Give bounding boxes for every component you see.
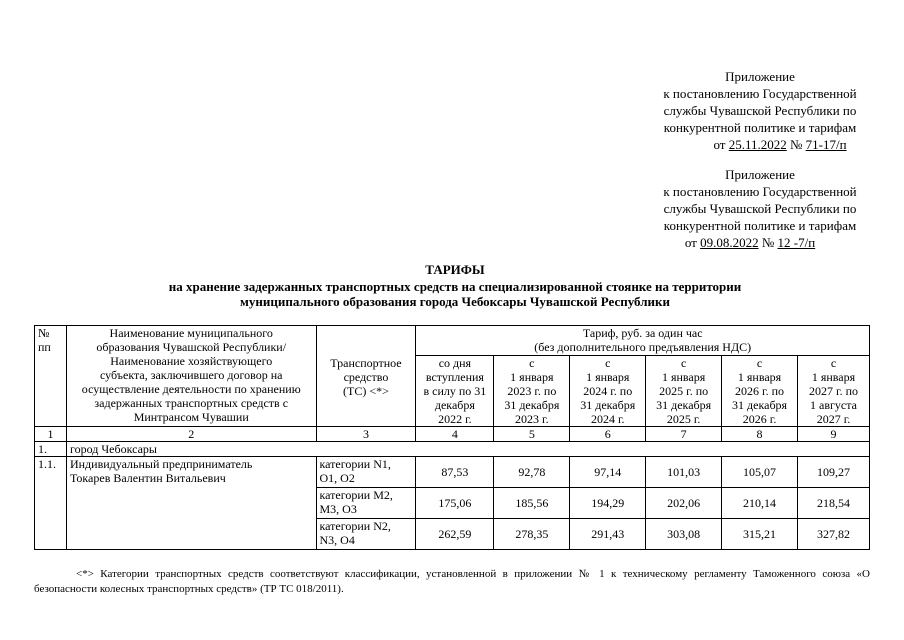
vehicle-category	[316, 519, 416, 550]
header-name-l6: задержанных транспортных средств с	[94, 396, 289, 410]
section-num: 1.	[35, 442, 67, 457]
appendix-2-ref	[650, 234, 870, 251]
tariff-value: 278,35	[494, 519, 570, 550]
header-row-1	[35, 326, 870, 356]
col-number: 8	[722, 427, 798, 442]
appendix-2-line-2: к постановлению Государственной	[663, 184, 857, 199]
period-5-l4: 31 декабря	[732, 398, 788, 412]
period-6-l4: 1 августа	[810, 398, 857, 412]
title-main: ТАРИФЫ	[425, 262, 485, 277]
tariff-value: 97,14	[570, 457, 646, 488]
header-name-l2: образования Чувашской Республики/	[96, 340, 287, 354]
tariffs-table	[34, 325, 870, 550]
period-header	[798, 356, 870, 427]
period-header	[646, 356, 722, 427]
header-name-l7: Минтрансом Чувашии	[133, 410, 249, 424]
column-number-row	[35, 427, 870, 442]
period-3-l1: с	[605, 356, 611, 370]
table-row	[35, 457, 870, 488]
period-2-l5: 2023 г.	[515, 412, 549, 426]
tariff-value: 105,07	[722, 457, 798, 488]
entry-num: 1.1.	[35, 457, 67, 550]
vehicle-category	[316, 488, 416, 519]
header-tariff-l2: (без дополнительного предъявления НДС)	[534, 340, 752, 354]
appendix-1-line-1: Приложение	[725, 69, 795, 84]
period-4-l4: 31 декабря	[656, 398, 712, 412]
tariff-value: 327,82	[798, 519, 870, 550]
tariff-value: 87,53	[416, 457, 494, 488]
tariff-value: 262,59	[416, 519, 494, 550]
appendix-2-num-label: №	[761, 235, 775, 250]
appendix-block-1	[650, 68, 870, 153]
period-3-l2: 1 января	[586, 370, 630, 384]
entry-name-l1: Индивидуальный предприниматель	[69, 457, 253, 471]
period-2-l1: с	[529, 356, 535, 370]
appendix-2-line-4: конкурентной политике и тарифам	[663, 218, 857, 233]
period-6-l3: 2027 г. по	[809, 384, 858, 398]
appendix-block-2	[650, 166, 870, 251]
header-vehicle-l1: Транспортное	[330, 356, 402, 370]
period-4-l1: с	[680, 356, 687, 370]
col-number: 9	[798, 427, 870, 442]
col-number: 1	[35, 427, 67, 442]
period-4-l2: 1 января	[661, 370, 706, 384]
category-l2: O1, O2	[319, 471, 355, 485]
period-header	[570, 356, 646, 427]
header-vehicle	[316, 326, 416, 427]
appendix-1-line-4: конкурентной политике и тарифам	[663, 120, 857, 135]
appendix-1-from: от	[713, 137, 726, 152]
footnote: <*> Категории транспортных средств соответствуют классификации, установленной в приложении № 1 к техническому регламенту Таможенного союза «О безопасности колесных транспортных средств» (ТР ТС 018/2011).	[34, 568, 870, 595]
period-2-l3: 2023 г. по	[507, 384, 557, 398]
period-6-l1: с	[830, 356, 837, 370]
appendix-2-number: 12 -7/п	[777, 235, 816, 250]
section-row	[35, 442, 870, 457]
col-number: 4	[416, 427, 494, 442]
period-5-l1: с	[756, 356, 763, 370]
appendix-1-line-2: к постановлению Государственной	[663, 86, 857, 101]
period-5-l5: 2026 г.	[742, 412, 777, 426]
period-6-l2: 1 января	[811, 370, 856, 384]
appendix-2-date: 09.08.2022	[700, 235, 759, 250]
col-number: 6	[570, 427, 646, 442]
tariff-value: 218,54	[798, 488, 870, 519]
period-4-l5: 2025 г.	[666, 412, 701, 426]
appendix-2-line-3: службы Чувашской Республики по	[663, 201, 857, 216]
tariff-value: 202,06	[646, 488, 722, 519]
appendix-1-date: 25.11.2022	[728, 137, 787, 152]
appendix-1-line-3: службы Чувашской Республики по	[663, 103, 857, 118]
header-name-l3: Наименование хозяйствующего	[110, 354, 273, 368]
period-1-l5: 2022 г.	[438, 412, 472, 426]
tariff-value: 109,27	[798, 457, 870, 488]
period-1-l3: в силу по 31	[423, 384, 487, 398]
appendix-2-from: от	[684, 235, 697, 250]
tariff-value: 92,78	[494, 457, 570, 488]
period-6-l5: 2027 г.	[816, 412, 851, 426]
appendix-1-num-label: №	[789, 137, 803, 152]
header-tariff	[416, 326, 870, 356]
period-3-l4: 31 декабря	[580, 398, 636, 412]
header-name	[66, 326, 316, 427]
header-tariff-l1: Тариф, руб. за один час	[582, 326, 703, 340]
period-2-l4: 31 декабря	[504, 398, 560, 412]
period-header	[722, 356, 798, 427]
title-line-2: на хранение задержанных транспортных средств на специализированной стоянке на территории	[168, 279, 742, 294]
appendix-1-ref	[650, 136, 870, 153]
header-num-l2: пп	[38, 340, 51, 354]
period-header	[416, 356, 494, 427]
col-number: 7	[646, 427, 722, 442]
tariff-value: 303,08	[646, 519, 722, 550]
section-name: город Чебоксары	[66, 442, 869, 457]
header-name-l4: субъекта, заключившего договор на	[99, 368, 283, 382]
tariff-value: 185,56	[494, 488, 570, 519]
header-vehicle-l2: средство	[343, 370, 389, 384]
category-l1: категории N2,	[319, 519, 391, 533]
tariff-value: 315,21	[722, 519, 798, 550]
period-2-l2: 1 января	[510, 370, 554, 384]
category-l2: M3, O3	[319, 502, 357, 516]
vehicle-category	[316, 457, 416, 488]
period-5-l3: 2026 г. по	[735, 384, 785, 398]
tariff-value: 210,14	[722, 488, 798, 519]
appendix-1-number: 71-17/п	[805, 137, 847, 152]
period-header	[494, 356, 570, 427]
col-number: 5	[494, 427, 570, 442]
period-3-l5: 2024 г.	[590, 412, 625, 426]
category-l2: N3, O4	[319, 533, 355, 547]
entry-name	[66, 457, 316, 550]
col-number: 2	[66, 427, 316, 442]
period-1-l2: вступления	[425, 370, 484, 384]
entry-name-l2: Токарев Валентин Витальевич	[69, 471, 226, 485]
document-title	[40, 262, 870, 309]
tariff-value: 101,03	[646, 457, 722, 488]
period-5-l2: 1 января	[737, 370, 782, 384]
header-vehicle-l3: (ТС) <*>	[343, 384, 389, 398]
period-4-l3: 2025 г. по	[659, 384, 709, 398]
tariff-value: 194,29	[570, 488, 646, 519]
tariff-value: 291,43	[570, 519, 646, 550]
header-name-l1: Наименование муниципального	[109, 326, 273, 340]
appendix-2-line-1: Приложение	[725, 167, 795, 182]
category-l1: категории M2,	[319, 488, 393, 502]
period-3-l3: 2024 г. по	[583, 384, 633, 398]
header-name-l5: осуществление деятельности по хранению	[81, 382, 301, 396]
header-num-l1: №	[38, 326, 50, 340]
period-1-l1: со дня	[438, 356, 472, 370]
tariff-value: 175,06	[416, 488, 494, 519]
header-num	[35, 326, 67, 427]
category-l1: категории N1,	[319, 457, 391, 471]
title-line-3: муниципального образования города Чебоксары Чувашской Республики	[240, 294, 670, 309]
period-1-l4: декабря	[434, 398, 475, 412]
col-number: 3	[316, 427, 416, 442]
